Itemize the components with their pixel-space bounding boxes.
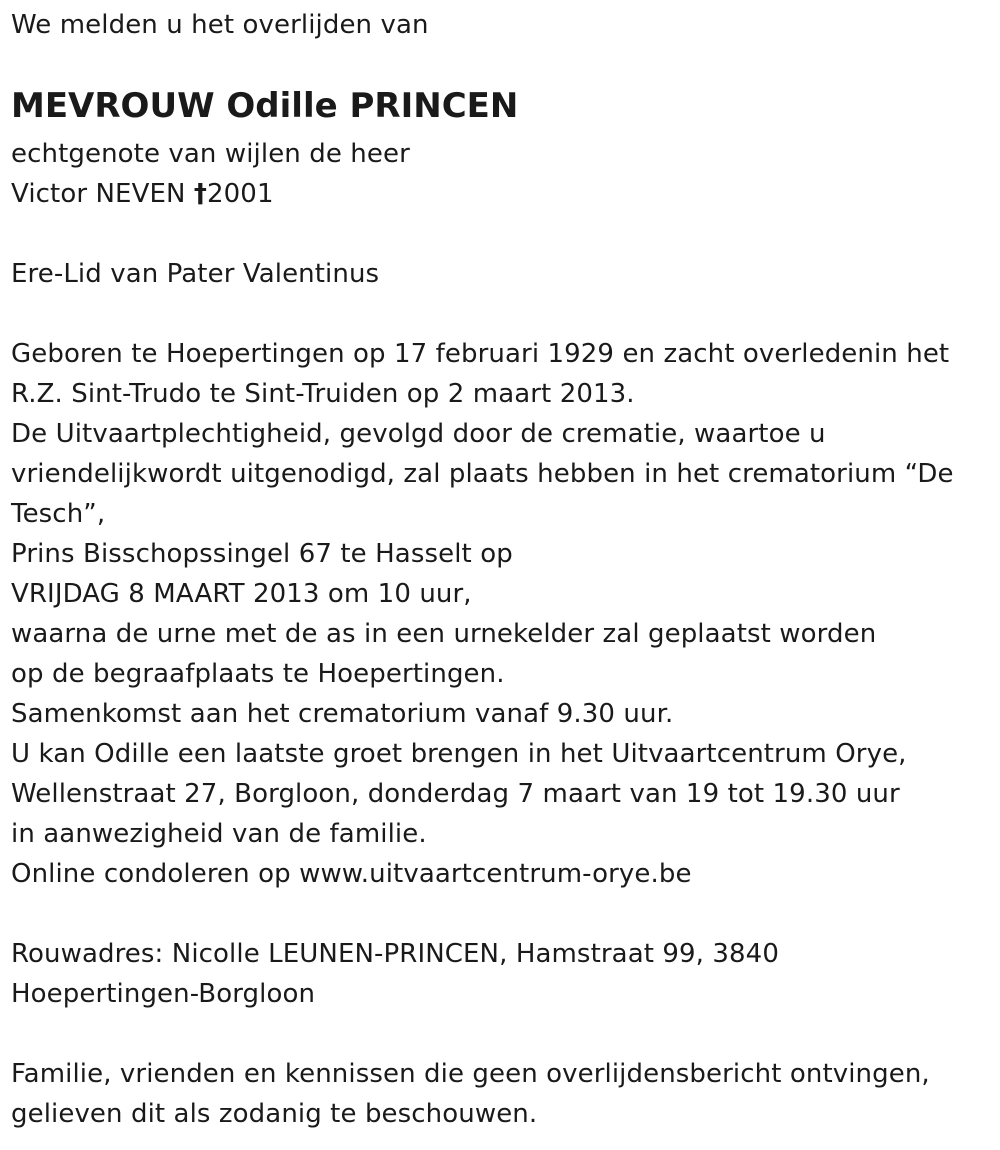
closing-line: gelieven dit als zodanig te beschouwen.	[11, 1099, 538, 1129]
honorary-membership: Ere-Lid van Pater Valentinus	[11, 259, 380, 289]
body-line: U kan Odille een laatste groet brengen in het Uitvaartcentrum Orye,	[11, 739, 907, 769]
body-line: De Uitvaartplechtigheid, gevolgd door de crematie, waartoe u	[11, 419, 826, 449]
body-line: op de begraafplaats te Hoepertingen.	[11, 659, 505, 689]
body-line: vriendelijkwordt uitgenodigd, zal plaats hebben in het crematorium “De	[11, 459, 954, 489]
body-line: in aanwezigheid van de familie.	[11, 819, 427, 849]
body-line: Geboren te Hoepertingen op 17 februari 1929 en zacht overledenin het	[11, 339, 950, 369]
spouse-name-line	[11, 174, 274, 214]
online-condolence-line: Online condoleren op www.uitvaartcentrum-orye.be	[11, 859, 692, 889]
deceased-name: MEVROUW Odille PRINCEN	[11, 86, 519, 126]
body-line: Wellenstraat 27, Borgloon, donderdag 7 maart van 19 tot 19.30 uur	[11, 779, 900, 809]
body-line: Samenkomst aan het crematorium vanaf 9.30 uur.	[11, 699, 674, 729]
closing-line: Familie, vrienden en kennissen die geen overlijdensbericht ontvingen,	[11, 1059, 930, 1089]
body-line: Tesch”,	[11, 499, 106, 529]
intro-text: We melden u het overlijden van	[11, 10, 429, 40]
spouse-death-year: 2001	[207, 179, 274, 209]
body-line: R.Z. Sint-Trudo te Sint-Truiden op 2 maart 2013.	[11, 379, 635, 409]
mourning-address-line: Hoepertingen-Borgloon	[11, 979, 316, 1009]
body-line: VRIJDAG 8 MAART 2013 om 10 uur,	[11, 579, 472, 609]
body-line: waarna de urne met de as in een urnekelder zal geplaatst worden	[11, 619, 877, 649]
mourning-address-line: Rouwadres: Nicolle LEUNEN-PRINCEN, Hamstraat 99, 3840	[11, 939, 779, 969]
body-line: Prins Bisschopssingel 67 te Hasselt op	[11, 539, 513, 569]
cross-icon: †	[193, 179, 208, 209]
spouse-line: echtgenote van wijlen de heer	[11, 139, 410, 169]
spouse-name: Victor NEVEN	[11, 179, 194, 209]
